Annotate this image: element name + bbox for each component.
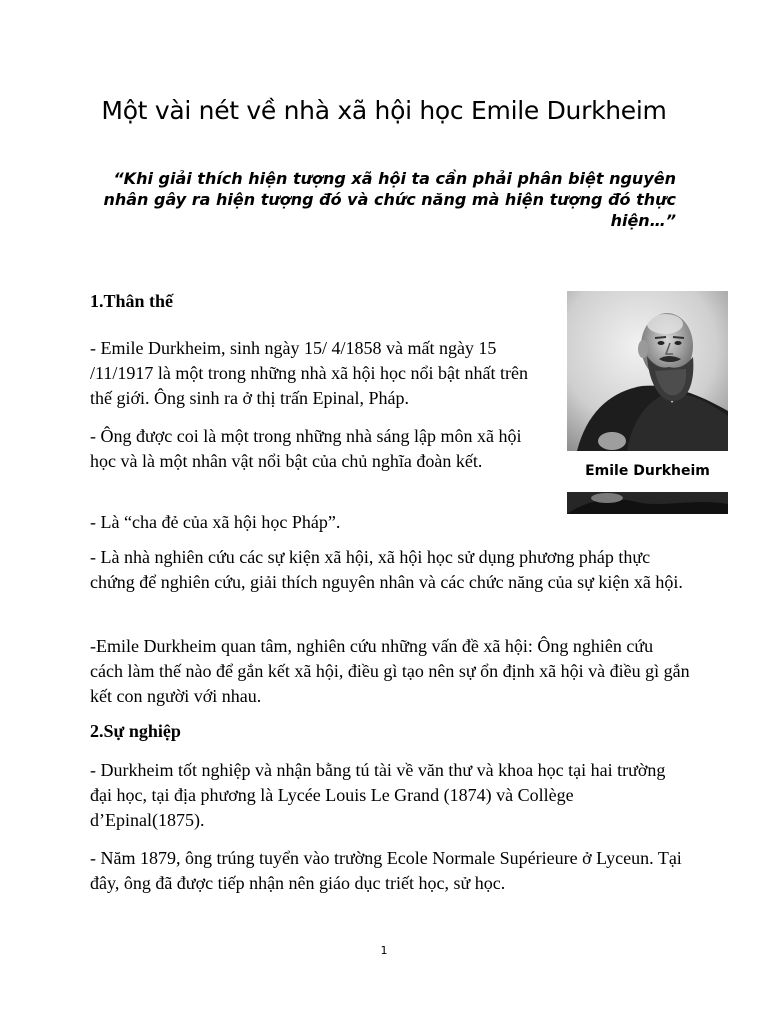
portrait-caption: Emile Durkheim [585, 463, 710, 479]
epigraph-quote: “Khi giải thích hiện tượng xã hội ta cần phải phân biệt nguyên nhân gây ra hiện tượng đó và chức năng mà hiện tượng đó thực hiện…” [103, 169, 676, 230]
paragraph: -Emile Durkheim quan tâm, nghiên cứu những vấn đề xã hội: Ông nghiên cứu cách làm thế nào để gắn kết xã hội, điều gì tạo nên sự ổn định xã hội và điều gì gắn kết con người với nhau. [90, 636, 690, 706]
paragraph: - Durkheim tốt nghiệp và nhận bằng tú tài về văn thư và khoa học tại hai trường đại học, tại địa phương là Lycée Louis Le Grand (1874) và Collège d’Epinal(1875). [90, 760, 666, 830]
paragraph: - Là “cha đẻ của xã hội học Pháp”. [90, 512, 341, 532]
section-heading-su-nghiep: 2.Sự nghiệp [90, 721, 181, 741]
paragraph: - Ông được coi là một trong những nhà sáng lập môn xã hội học và là một nhân vật nổi bật của chủ nghĩa đoàn kết. [90, 426, 522, 471]
section-heading-than-the: 1.Thân thế [90, 291, 174, 311]
portrait-figure [567, 291, 728, 514]
portrait-photo-lower-strip [567, 492, 728, 514]
page-title: Một vài nét về nhà xã hội học Emile Durkheim [101, 96, 667, 125]
portrait-photo [567, 291, 728, 451]
paragraph: - Năm 1879, ông trúng tuyển vào trường Ecole Normale Supérieure ở Lyceun. Tại đây, ông đã được tiếp nhận nên giáo dục triết học, sử học. [90, 848, 682, 893]
page-number: 1 [380, 944, 388, 957]
paragraph: - Emile Durkheim, sinh ngày 15/ 4/1858 và mất ngày 15 /11/1917 là một trong những nhà xã hội học nổi bật nhất trên thế giới. Ông sinh ra ở thị trấn Epinal, Pháp. [90, 338, 529, 408]
paragraph: - Là nhà nghiên cứu các sự kiện xã hội, xã hội học sử dụng phương pháp thực chứng để nghiên cứu, giải thích nguyên nhân và các chức năng của sự kiện xã hội. [90, 547, 683, 592]
